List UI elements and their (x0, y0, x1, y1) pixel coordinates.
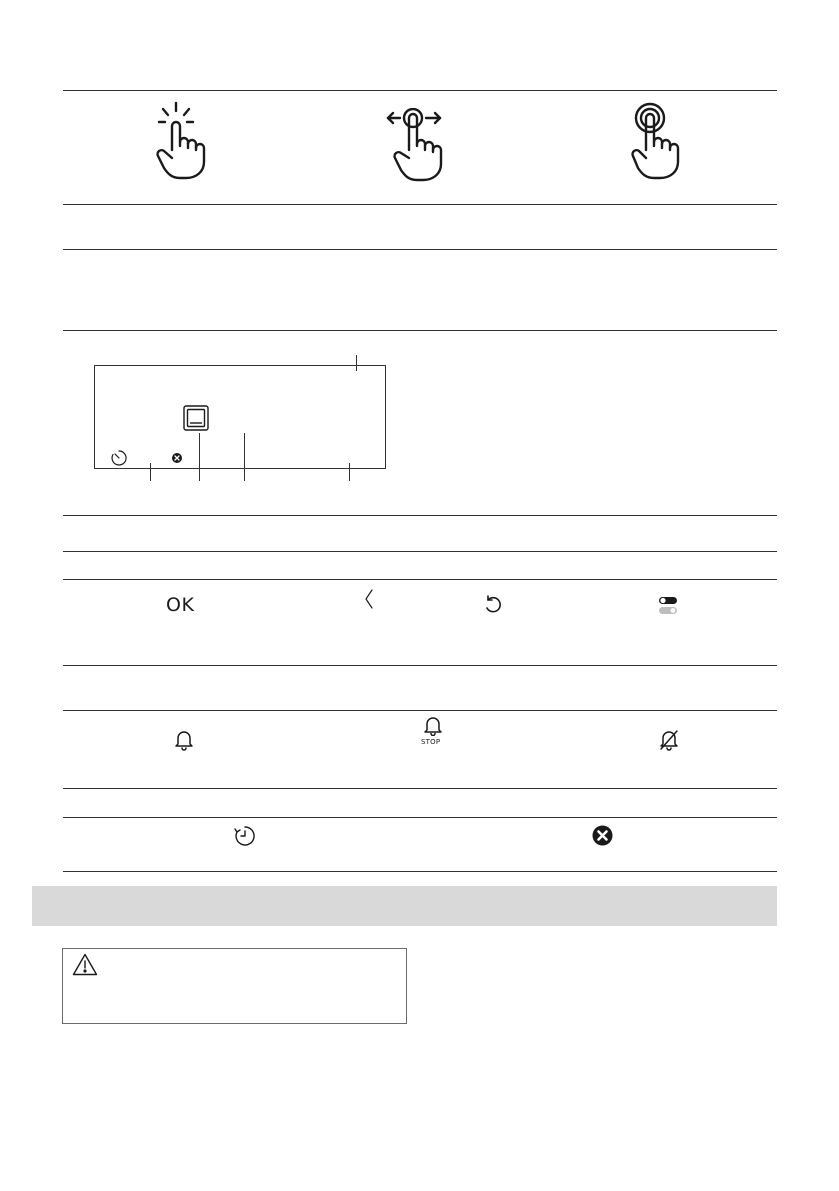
table-rule (63, 788, 777, 789)
cancel-circle-icon (592, 825, 613, 846)
undo-arrow-icon (483, 595, 503, 615)
clock-timer-icon (234, 825, 256, 847)
stop-label: STOP (421, 738, 441, 746)
bell-muted-icon (658, 729, 680, 751)
display-diagram (94, 365, 386, 469)
ok-button-icon: OK (166, 594, 195, 616)
warning-triangle-icon (72, 953, 98, 976)
table-rule (63, 817, 777, 818)
table-rule (63, 330, 777, 331)
table-rule (63, 579, 777, 580)
table-rule (63, 90, 777, 91)
chevron-left-icon (364, 588, 374, 610)
cancel-icon (172, 453, 182, 463)
oven-compartment-icon (183, 405, 209, 431)
toggle-switch-icon (658, 596, 680, 616)
bell-icon (174, 729, 194, 751)
table-rule (63, 249, 777, 250)
warning-box (62, 948, 407, 1024)
callout-line (150, 463, 151, 481)
swipe-gesture-icon (386, 108, 446, 182)
section-heading-band (32, 886, 777, 926)
callout-line (244, 433, 245, 481)
table-rule (63, 710, 777, 711)
callout-line (349, 463, 350, 481)
table-rule (63, 204, 777, 205)
table-rule (63, 665, 777, 666)
tap-gesture-icon (150, 100, 206, 182)
timer-icon (110, 449, 128, 467)
bell-stop-icon (423, 716, 443, 736)
long-press-gesture-icon (630, 100, 682, 182)
callout-line (356, 355, 357, 371)
table-rule (63, 871, 777, 872)
callout-line (199, 433, 200, 481)
table-rule (63, 551, 777, 552)
table-rule (63, 515, 777, 516)
